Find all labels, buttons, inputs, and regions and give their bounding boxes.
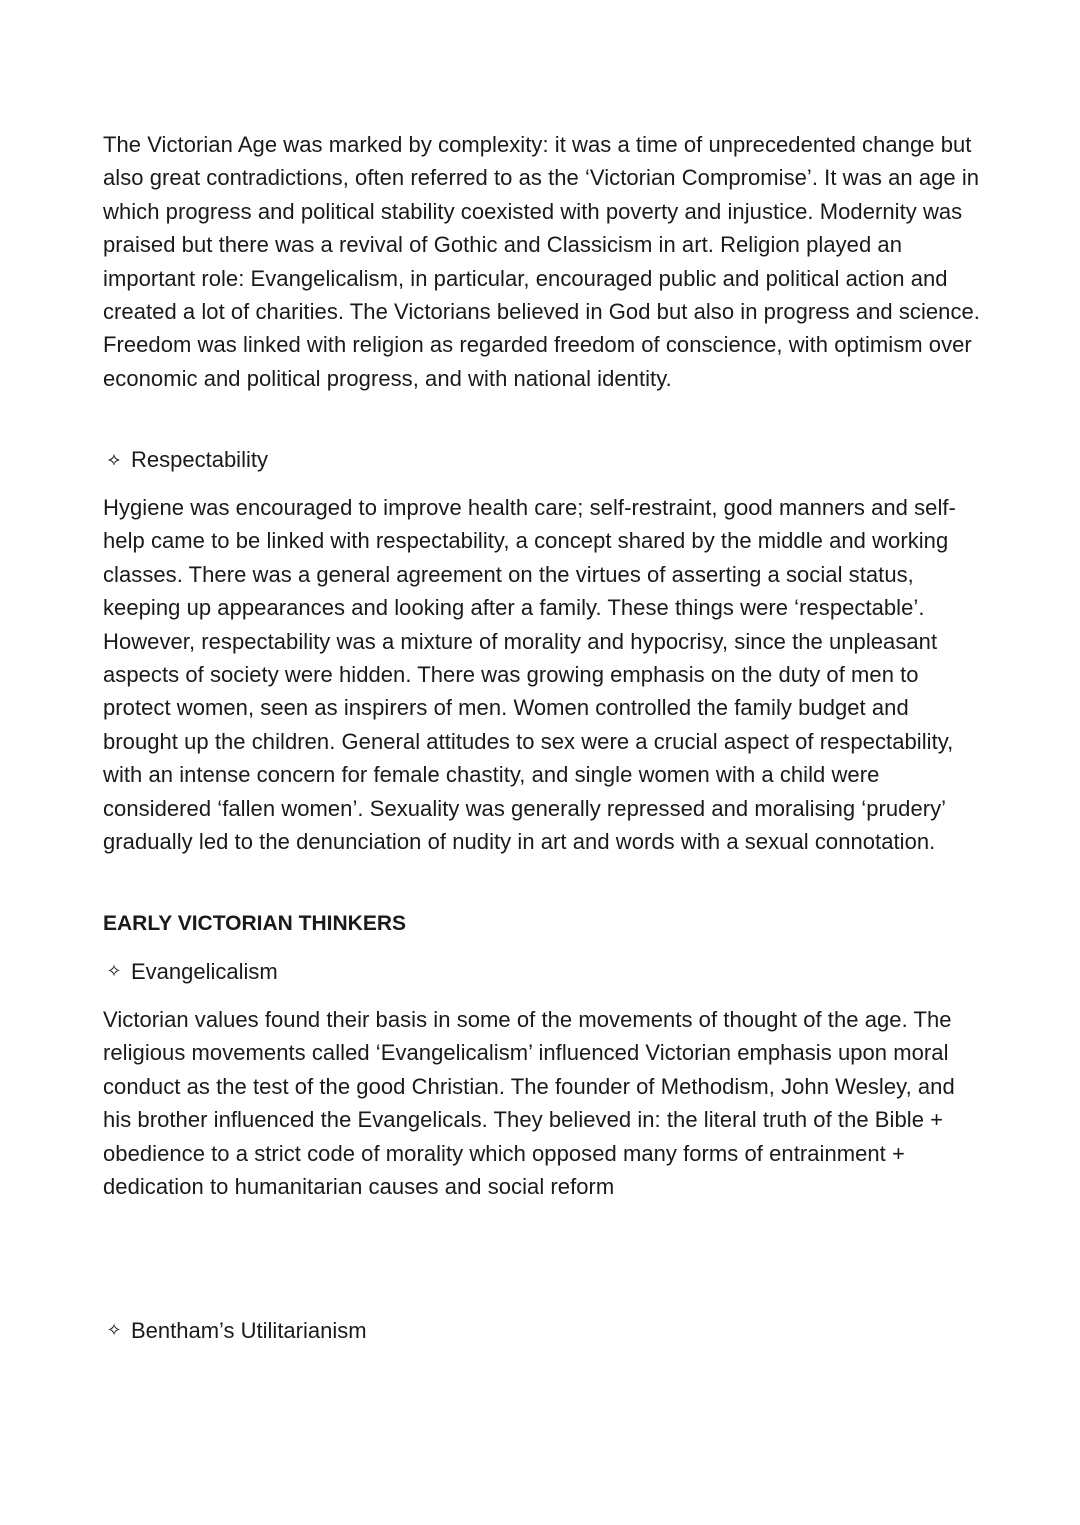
respectability-paragraph: Hygiene was encouraged to improve health care; self-restraint, good manners and self-help came to be linked with respectability, a concept shared by the middle and working classes. There was a general agreement on the virtues of asserting a social status, keeping up appearances and looking after a family. These things were ‘respectable’. However, respectability was a mixture of morality and hypocrisy, since the unpleasant aspects of society were hidden. There was growing emphasis on the duty of men to protect women, seen as inspirers of men. Women controlled the family budget and brought up the children. General attitudes to sex were a crucial aspect of respectability, with an intense concern for female chastity, and single women with a child were considered ‘fallen women’. Sexuality was generally repressed and moralising ‘prudery’ gradually led to the denunciation of nudity in art and words with a sexual connotation.	[103, 495, 956, 855]
bentham-heading-label: Bentham’s Utilitarianism	[131, 1318, 367, 1343]
sparkle-bullet-icon: ✧	[106, 961, 122, 981]
early-thinkers-section-title: EARLY VICTORIAN THINKERS	[103, 912, 406, 935]
diamond-bullet-icon: ⟡	[108, 449, 120, 469]
bentham-heading	[103, 1314, 367, 1347]
intro-paragraph: The Victorian Age was marked by complexity: it was a time of unprecedented change but also great contradictions, often referred to as the ‘Victorian Compromise’. It was an age in which progress and political stability coexisted with poverty and injustice. Modernity was praised but there was a revival of Gothic and Classicism in art. Religion played an important role: Evangelicalism, in particular, encouraged public and political action and created a lot of charities. The Victorians believed in God but also in progress and science. Freedom was linked with religion as regarded freedom of conscience, with optimism over economic and political progress, and with national identity.	[103, 132, 980, 391]
evangelicalism-heading	[103, 955, 278, 988]
evangelicalism-paragraph: Victorian values found their basis in some of the movements of thought of the age. The religious movements called ‘Evangelicalism’ influenced Victorian emphasis upon moral conduct as the test of the good Christian. The founder of Methodism, John Wesley, and his brother influenced the Evangelicals. They believed in: the literal truth of the Bible + obedience to a strict code of morality which opposed many forms of entrainment + dedication to humanitarian causes and social reform	[103, 1007, 955, 1200]
evangelicalism-heading-label: Evangelicalism	[131, 959, 278, 984]
respectability-heading-label: Respectability	[131, 447, 268, 472]
sparkle-bullet-icon: ✧	[106, 1320, 122, 1340]
respectability-heading	[103, 443, 268, 476]
